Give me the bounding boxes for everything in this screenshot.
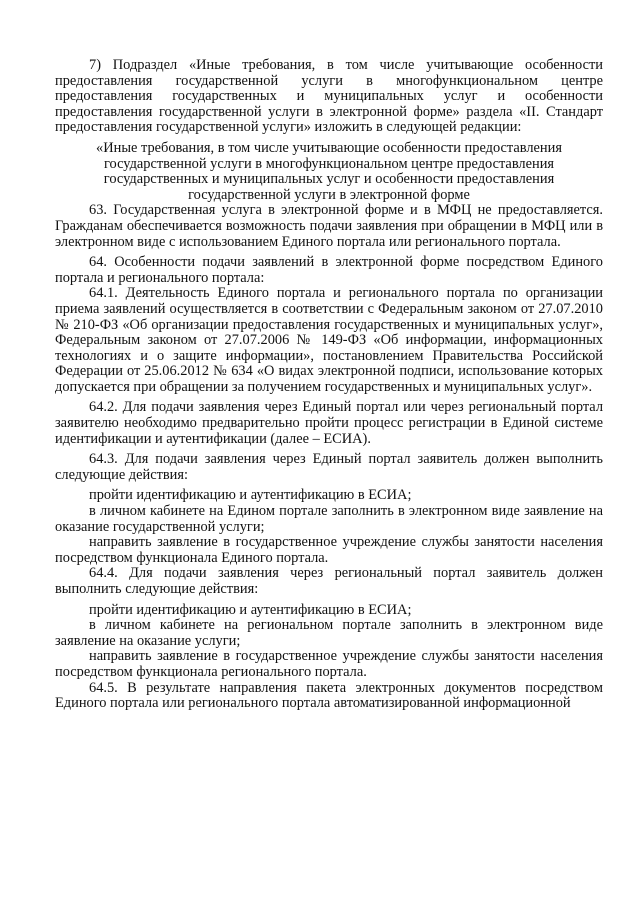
subsection-heading: «Иные требования, в том числе учитывающие особенности предоставления государственной услуги в многофункциональном центре предоставления государственных и муниципальных услуг и особенности предоставления государственной услуги в электронной форме [96, 139, 562, 203]
paragraph-64: 64. Особенности подачи заявлений в электронной форме посредством Единого портала и регионального портала: [55, 254, 603, 286]
paragraph-64-3: 64.3. Для подачи заявления через Единый портал заявитель должен выполнить следующие действия: [55, 451, 603, 483]
paragraph-64-1: 64.1. Деятельность Единого портала и регионального портала по организации приема заявлений осуществляется в соответствии с Федеральным законом от 27.07.2010 № 210-ФЗ «Об организации предоставления государственных и муниципальных услуг», Федеральным законом от 27.07.2006 № 149-ФЗ «Об информации, информационных технологиях и о защите информации», постановлением Правительства Российской Федерации от 25.06.2012 № 634 «О видах электронной подписи, использование которых допускается при обращении за получением государственных и муниципальных услуг». [55, 285, 603, 395]
paragraph-63: 63. Государственная услуга в электронной форме и в МФЦ не предоставляется. Гражданам обеспечивается возможность подачи заявления при обращении в МФЦ или в электронном виде с использованием Единого портала или регионального портала. [55, 202, 603, 250]
paragraph-7-amendment: 7) Подраздел «Иные требования, в том числе учитывающие особенности предоставления государственной услуги в многофункциональном центре предоставления государственных и муниципальных услуг и особенности предоставления государственной услуги в электронной форме» раздела «II. Стандарт предоставления государственной услуги» изложить в следующей редакции: [55, 57, 603, 136]
list-item: пройти идентификацию и аутентификацию в ЕСИА; [89, 601, 412, 618]
paragraph-64-2: 64.2. Для подачи заявления через Единый портал или через региональный портал заявителю необходимо предварительно пройти процесс регистрации в Единой системе идентификации и аутентификации (далее – ЕСИА). [55, 399, 603, 447]
document-body [55, 58, 603, 712]
list-item: в личном кабинете на региональном портале заполнить в электронном виде заявление на оказание услуги; [55, 617, 603, 649]
list-item: направить заявление в государственное учреждение службы занятости населения посредством функционала Единого портала. [55, 534, 603, 566]
paragraph-64-5: 64.5. В результате направления пакета электронных документов посредством Единого портала или регионального портала автоматизированной информационной [55, 679, 603, 712]
list-item: направить заявление в государственное учреждение службы занятости населения посредством функционала регионального портала. [55, 648, 603, 680]
list-item: пройти идентификацию и аутентификацию в ЕСИА; [89, 487, 412, 504]
paragraph-64-4: 64.4. Для подачи заявления через региональный портал заявитель должен выполнить следующие действия: [55, 565, 603, 597]
list-item: в личном кабинете на Едином портале заполнить в электронном виде заявление на оказание государственной услуги; [55, 503, 603, 535]
